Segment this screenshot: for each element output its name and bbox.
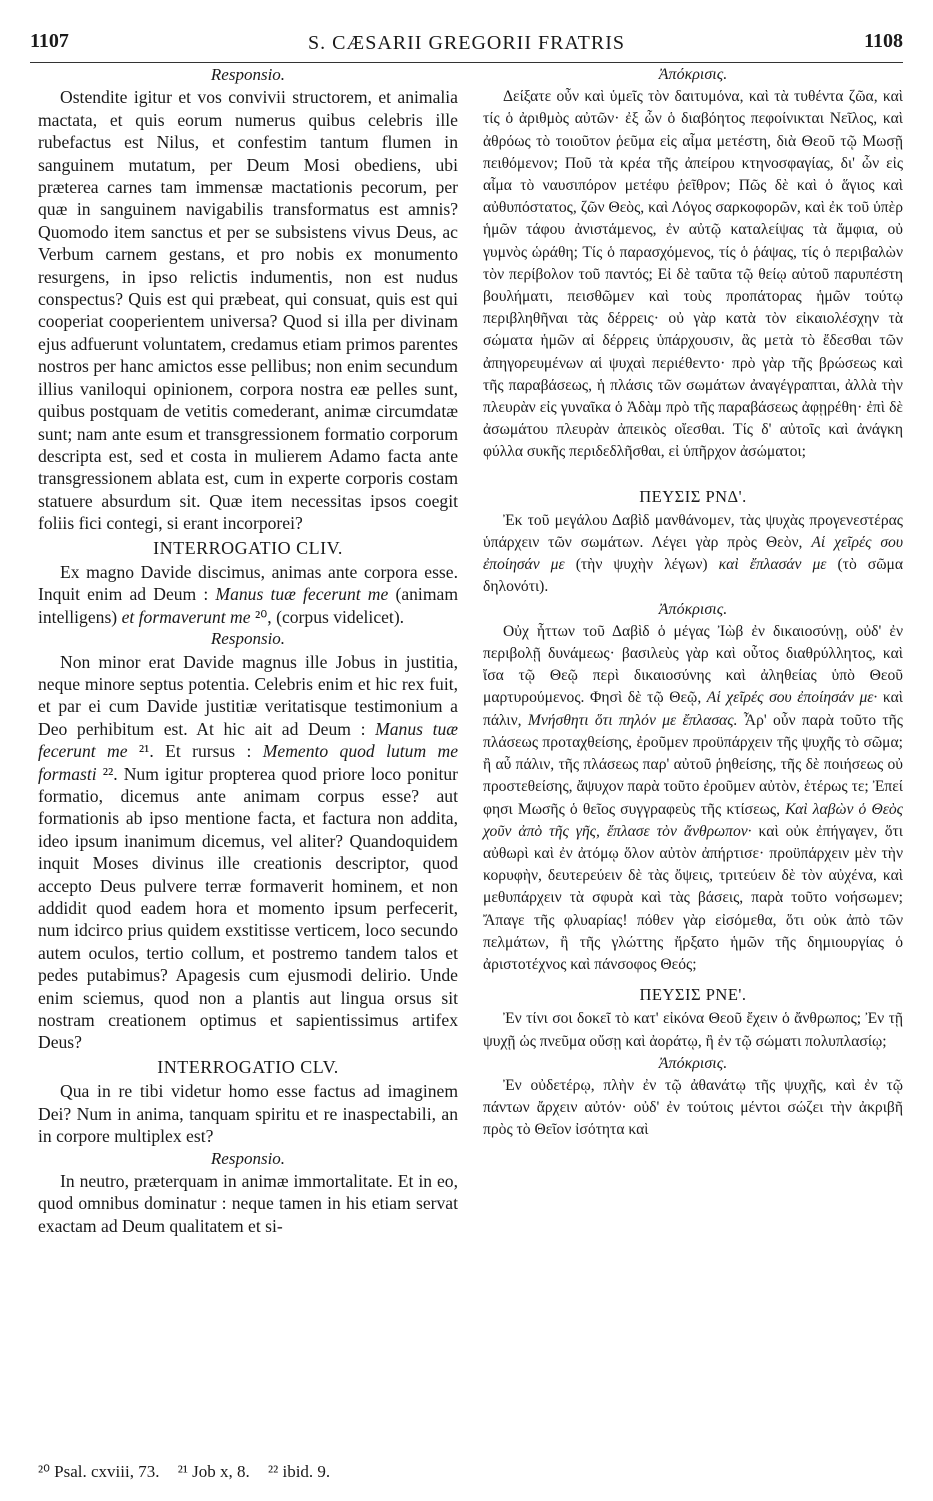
latin-responsio-2-label: Responsio. bbox=[210, 629, 286, 649]
greek-quote-eplasan: καὶ ἔπλασάν με bbox=[718, 556, 827, 574]
greek-apokrisis-2-label: Ἀπόκρισις. bbox=[658, 600, 728, 618]
quote-job-manus: Manus tuæ fecerunt me bbox=[38, 718, 458, 762]
section-gap bbox=[483, 464, 903, 478]
quote-manus-tuae: Manus tuæ fecerunt me bbox=[215, 584, 389, 605]
greek-apokrisis-3-label: Ἀπόκρισις. bbox=[658, 1054, 728, 1072]
latin-responsio-2-text: Non minor erat Davide magnus ille Jobus in justitia, neque minore septus potentia. Celebris enim et hic rex fuit, et par ei cum Davide justitiæ veritatisque testimonium a Deo perhibitum est. At hic ait ad Deum : Manus tuæ fecerunt me ²¹. Et rursus : Memento quod lutum me formasti ²². Num igitur propterea quod priore loco ponitur formatio, dicemus ante animam corpus esse? aut formationis ab ipso mentione facta, et factura non addita, ideo ipsum inanimum dicemus, vel aliter? Quandoquidem inquit Moses divinus ille creationis descriptor, quod accepto Deus pulvere terræ formaverit hominem, et non addidit quod eadem hora et momento ipsum perfecerit, num idcirco prius quidem exstitisse verticem, loco secundo autem oculos, tertio collum, et postremo tandem talos et pedes putabimus? Apagesis cum ejusmodi delirio. Unde enim sciemus, quod non a plantis aut lingua orsus sit nostram creationem optimus et sapientissimus artifex Deus? bbox=[38, 651, 459, 1053]
latin-responsio-1-text: Ostendite igitur et vos convivii structorem, et animalia mactata, et quis eorum numerus quibus celebris ille rubefactus est Nilus, et confestim tantum flumen in sanguinem mutatum, per Deum Mosi obediens, ubi præterea carnes tam immensæ mactationis pecorum, per quæ in sanguinem navigabilis transformatus est amnis? Quomodo item sanctus et per se subsistens vivus Deus, ac Verbum carnem gestans, et pro nobis ex monumento resurgens, in ipso relictis indumentis, non est nudus conspectus? Quis est qui præbeat, qui consuat, quis est qui cooperiat cooperientem universa? Quod si illa per divinam ejus adfuerunt voluntatem, credamus etiam primos parentes nostros per hanc amictos esse pellibus; non enim secundum illius vaniloqui opinionem, corpora nostra eæ pelles sunt, quibus postquam de vetitis comederant, animæ circumdatæ sunt; nam ante esum et transgressionem formatio corporum descripta est, sed et costa in mulierem Adamo facta ante transgressionem ablata est, cum in experte corporis costam statuere absurdum sit. Quæ item necessitas ipsos coegit foliis fici contegi, si erant incorporei? bbox=[38, 87, 458, 534]
greek-quote-genesis: Καὶ λαβὼν ὁ Θεὸς χοῦν ἀπὸ τῆς γῆς, ἔπλασε τὸν ἄνθρωπον· bbox=[483, 800, 903, 840]
right-page-number: 1108 bbox=[864, 30, 903, 52]
latin-interrogatio-154-heading: INTERROGATIO CLIV. bbox=[153, 537, 343, 558]
greek-quote-mnesthēti: Μνήσθητι ὅτι πηλόν με ἔπλασας. bbox=[527, 711, 738, 729]
footnote-22: ²² ibid. 9. bbox=[268, 1462, 331, 1481]
header-rule bbox=[30, 62, 903, 63]
latin-column bbox=[38, 64, 458, 1237]
quote-job-lutum: Memento quod lutum me formasti bbox=[38, 741, 459, 784]
latin-responsio-1-label: Responsio. bbox=[210, 65, 286, 84]
running-title: S. CÆSARII GREGORII FRATRIS bbox=[307, 32, 626, 54]
greek-peusis-155-text: Ἐν τίνι σοι δοκεῖ τὸ κατ' εἰκόνα Θεοῦ ἔχειν ὁ ἄνθρωπος; Ἐν τῇ ψυχῇ ὡς πνεῦμα οὔσῃ καὶ ἀοράτῳ, ἢ ἐν τῷ σώματι πολυπλασίῳ; bbox=[483, 1010, 903, 1050]
latin-responsio-3-label: Responsio. bbox=[210, 1148, 286, 1168]
greek-apokrisis-1-text: Δείξατε οὖν καὶ ὑμεῖς τὸν δαιτυμόνα, καὶ τὰ τυθέντα ζῶα, καὶ τίς ὁ ἀριθμὸς αὐτῶν· ἐξ ὧν ὁ διαβόητος πεφοίνικται Νεῖλος, καὶ ἀθρόως τὸ τοιοῦτον ῥεῦμα εἰς αἷμα μετέστη, διὰ Θεοῦ τῷ Μωσῇ πειθόμενον; Ποῦ τὰ κρέα τῆς ἀπείρου κτηνοσφαγίας, δι' ὧν εἰς αἷμα τὸ ναυσιπόρον μετέφυ ῥεῖθρον; Πῶς δὲ καὶ ὁ ἅγιος καὶ αὐθυπόστατος, ζῶν Θεὸς, καὶ Λόγος σαρκοφορῶν, καὶ ἐκ τοῦ ὑπὲρ ἡμῶν τάφου ἀνιστάμενος, ἐν αὐτῷ καταλείψας τὰ ἄμφια, οὐ γυμνὸς ὡράθη; Τίς ὁ παρασχόμενος, τίς ὁ ῥάψας, τίς ὁ περιβαλὼν τὸν περίβολον τοῦ παντός; Εἰ δὲ ταῦτα τῷ θείῳ αὐτοῦ παρυπέστη βουλήματι, πεισθῶμεν καὶ τοὺς προπάτορας ἡμῶν τούτῳ περιβληθῆναι τὰς δέρρεις· οὐ γὰρ κατὰ τὸν εἰκαιολέσχην τὰ σώματα ἡμῶν αἱ δέρρεις ὑπάρχουσιν, ἃς μετὰ τὸ ἔδεσθαι τῶν ἀπηγορευμένων αἱ ψυχαὶ περιέθεντο· πρὸ γὰρ τῆς βρώσεως καὶ τῆς παραβάσεως, ἡ πλάσις τῶν σωμάτων ἀναγέγραπται, ἀλλὰ τὴν πλευρὰν εἰς γυναῖκα ὁ Ἀδὰμ πρὸ τῆς παραβάσεως ἀφῃρέθη· ἐπὶ δὲ ἀσωμάτου πλευρὰν ἀπεικὸς οἴεσθαι. Τίς δ' αὐτοῖς καὶ ἀνάγκη φύλλα συκῆς περιδεδλῆσθαι, εἰ ὑπῆρχον ἀσώματοι; bbox=[483, 88, 903, 461]
footnotes bbox=[38, 1462, 458, 1482]
greek-peusis-154-text: Ἐκ τοῦ μεγάλου Δαβὶδ μανθάνομεν, τὰς ψυχὰς προγενεστέρας ὑπάρχειν τῶν σωμάτων. Λέγει γὰρ πρὸς Θεὸν, Αἱ χεῖρές σου ἐποίησάν με (τὴν ψυχὴν λέγων) καὶ ἔπλασάν με (τὸ σῶμα δηλονότι). bbox=[483, 511, 903, 596]
greek-apokrisis-3-text: Ἐν οὐδετέρῳ, πλὴν ἐν τῷ ἀθανάτῳ τῆς ψυχῆς, καὶ ἐν τῷ πάντων ἄρχειν αὐτόν· οὐδ' ἐν τούτοις μέντοι σώζει τὴν ἀκριβῆ πρὸς τὸ Θεῖον ἰσότητα καὶ bbox=[483, 1076, 903, 1139]
greek-apokrisis-1-label: Ἀπόκρισις. bbox=[658, 66, 728, 83]
greek-peusis-155-heading: ΠΕΥΣΙΣ ΡΝΕ'. bbox=[639, 985, 747, 1005]
left-page-number: 1107 bbox=[30, 30, 69, 52]
latin-responsio-3-text: In neutro, præterquam in animæ immortalitate. Et in eo, quod omnibus dominatur : neque tamen in his etiam servat exactam ad Deum qualitatem et si- bbox=[38, 1170, 458, 1236]
latin-interrogatio-154-text: Ex magno Davide discimus, animas ante corpora esse. Inquit enim ad Deum : Manus tuæ fecerunt me (animam intelligens) et formaverunt me ²⁰, (corpus videlicet). bbox=[38, 561, 459, 627]
latin-interrogatio-155-text: Qua in re tibi videtur homo esse factus ad imaginem Dei? Num in anima, tanquam spiritu et re inaspectabili, an in corpore multiplex est? bbox=[38, 1081, 458, 1147]
greek-peusis-154-heading: ΠΕΥΣΙΣ ΡΝΔ'. bbox=[639, 486, 747, 506]
running-header bbox=[30, 30, 903, 58]
greek-apokrisis-2-text: Οὐχ ἧττων τοῦ Δαβὶδ ὁ μέγας Ἰὼβ ἐν δικαιοσύνῃ, οὐδ' ἐν περιβολῇ δυνάμεως· βασιλεὺς γὰρ καὶ οὗτος διαθρύλλητος, καὶ ἴσα τῷ Θεῷ περὶ δικαιοσύνης καὶ ἀληθείας ὑπὸ Θεοῦ μαρτυρούμενος. Φησὶ δὲ τῷ Θεῷ, Αἱ χεῖρές σου ἐποίησάν με· καὶ πάλιν, Μνήσθητι ὅτι πηλόν με ἔπλασας. Ἆρ' οὖν παρὰ τοῦτο τῆς πλάσεως προταχθείσης, ἐροῦμεν προϋπάρχειν τῆς ψυχῆς τὸ σῶμα; ἢ αὖ πάλιν, τῆς πλάσεως παρ' αὐτοῦ ῥηθείσης, τῆς δὲ ποιήσεως οὐ προστεθείσης, ἄψυχον παρὰ τοῦτο ἐροῦμεν αὐτὸν, ἑτέρως τε; Ἐπεί φησι Μωσῆς ὁ θεῖος συγγραφεὺς τῆς κτίσεως, Καὶ λαβὼν ὁ Θεὸς χοῦν ἀπὸ τῆς γῆς, ἔπλασε τὸν ἄνθρωπον· καὶ οὐκ ἐπήγαγεν, ὅτι αὐθωρὶ καὶ ἐν ἀτόμῳ ὅλον αὐτὸν ἀπήρτισε· προϋπάρχειν μὲν τὴν κορυφὴν, δευτερεύειν δὲ τὰς ὄψεις, τριτεύειν δὲ τὸν αὐχένα, καὶ μεθυπάρχειν τὰ σφυρὰ καὶ τὰς βάσεις, παρὰ τοῦτο νοήσωμεν; Ἄπαγε τῆς φλυαρίας! πόθεν γὰρ εἰσόμεθα, ὅτι οὐκ ἀπὸ τῶν πελμάτων, ἢ τῆς γλώττης ἤρξατο ἡμῶν τῆς δημιουργίας ὁ ἀριστοτέχνος καὶ πάνσοφος Θεός; bbox=[483, 622, 903, 973]
greek-quote-cheires: Αἱ χεῖρές σου ἐποίησάν με bbox=[483, 534, 903, 574]
quote-formaverunt: et formaverunt me bbox=[121, 606, 251, 627]
footnote-21: ²¹ Job x, 8. bbox=[177, 1462, 250, 1481]
latin-interrogatio-155-heading: INTERROGATIO CLV. bbox=[157, 1056, 339, 1077]
greek-column bbox=[483, 64, 903, 1142]
greek-quote-job-cheires: Αἱ χεῖρές σου ἐποίησάν με· bbox=[706, 689, 878, 707]
footnote-20: ²⁰ Psal. cxviii, 73. bbox=[38, 1462, 160, 1481]
